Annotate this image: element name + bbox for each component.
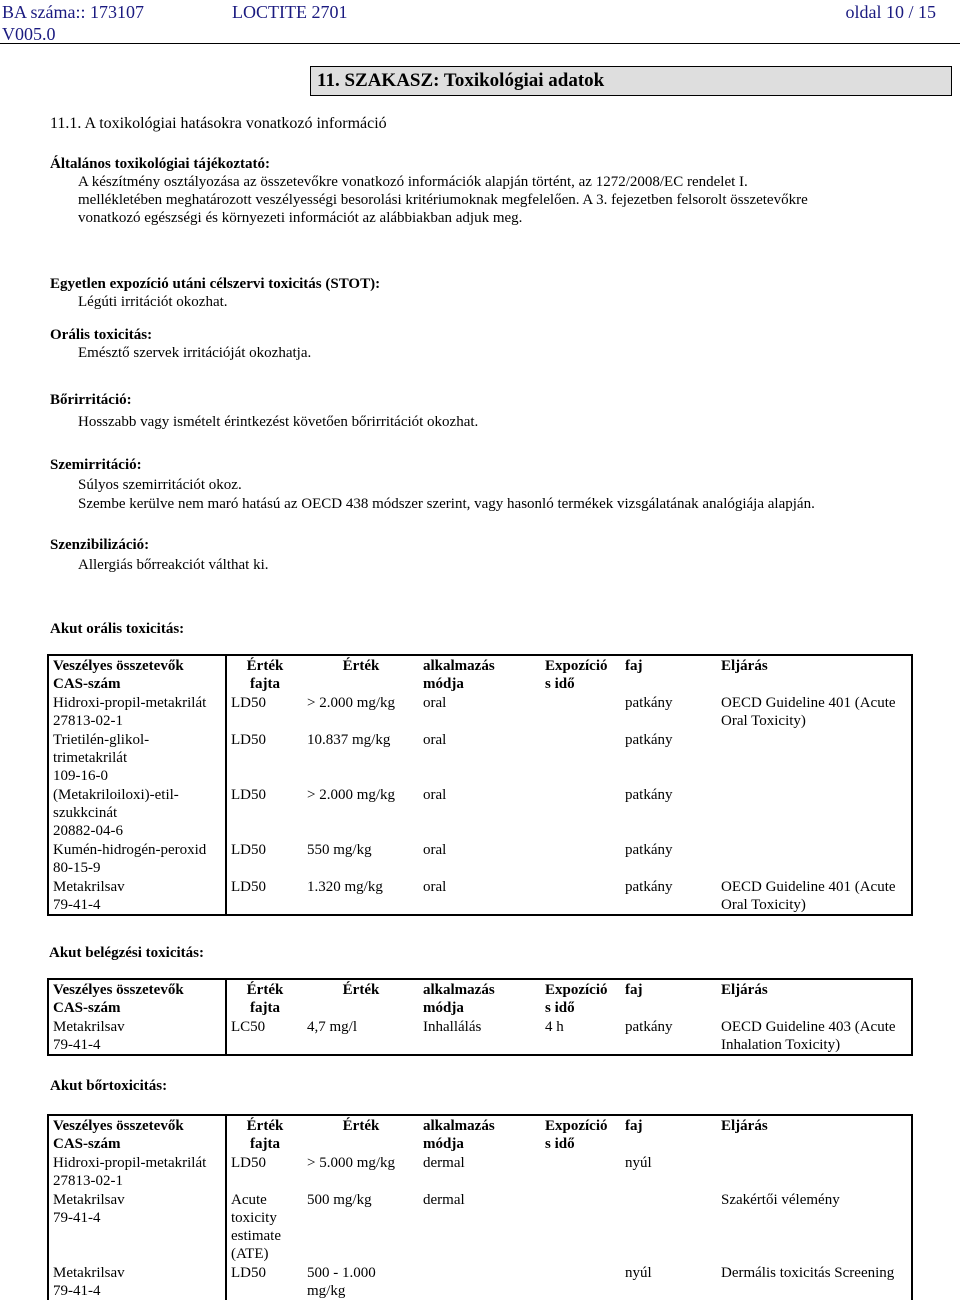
row-exposure xyxy=(541,840,621,877)
row-type-3: estimate xyxy=(231,1228,281,1244)
table-row xyxy=(48,730,912,785)
hdr-route-2: módja xyxy=(423,1000,464,1016)
acute-inhal-table xyxy=(47,978,913,1056)
hdr-exposure-2: s idő xyxy=(545,676,575,692)
hdr-method: Eljárás xyxy=(721,1118,768,1134)
row-route: oral xyxy=(423,787,447,803)
oral-text: Emésztő szervek irritációját okozhatja. xyxy=(78,345,312,361)
stot-heading: Egyetlen expozíció utáni célszervi toxicitás (STOT): xyxy=(50,276,381,292)
row-route: oral xyxy=(423,879,447,895)
row-method-2: Inhalation Toxicity) xyxy=(721,1037,841,1053)
row-exposure xyxy=(541,730,621,785)
skin-block xyxy=(50,391,478,431)
row-type: LC50 xyxy=(226,1017,303,1055)
page-number: oldal 10 / 15 xyxy=(845,2,936,22)
header-rule xyxy=(0,43,960,44)
row-exposure xyxy=(541,693,621,730)
row-value: 10.837 mg/kg xyxy=(307,732,391,748)
row-name: Kumén-hidrogén-peroxid xyxy=(53,842,207,858)
row-name-2: trimetakrilát xyxy=(53,750,128,766)
general-block xyxy=(50,155,930,227)
row-value: 1.320 mg/kg xyxy=(307,879,383,895)
hdr-cas: CAS-szám xyxy=(53,676,121,692)
sens-text: Allergiás bőrreakciót válthat ki. xyxy=(78,557,269,573)
row-species: patkány xyxy=(625,695,673,711)
oral-block xyxy=(50,326,311,362)
skin-heading: Bőrirritáció: xyxy=(50,392,132,408)
hdr-value-type-2: fajta xyxy=(250,1000,280,1016)
row-type: LD50 xyxy=(226,1153,303,1190)
row-exposure xyxy=(541,877,621,915)
row-cas: 109-16-0 xyxy=(53,768,108,784)
table-row xyxy=(48,877,912,915)
table-row xyxy=(48,693,912,730)
hdr-cas: CAS-szám xyxy=(53,1000,121,1016)
stot-text: Légúti irritációt okozhat. xyxy=(78,294,228,310)
row-cas: 79-41-4 xyxy=(53,1210,101,1226)
row-species: patkány xyxy=(625,1019,673,1035)
acute-derm-table xyxy=(47,1114,913,1300)
row-type: LD50 xyxy=(226,1263,303,1300)
hdr-exposure-2: s idő xyxy=(545,1136,575,1152)
row-value-2: mg/kg xyxy=(307,1283,346,1299)
row-method-2: Oral Toxicity) xyxy=(721,713,806,729)
row-cas: 79-41-4 xyxy=(53,1037,101,1053)
table-row xyxy=(48,1263,912,1300)
row-type: LD50 xyxy=(226,730,303,785)
hdr-exposure-1: Expozíció xyxy=(545,1118,608,1134)
acute-oral-heading: Akut orális toxicitás: xyxy=(50,621,185,637)
row-name-2: szukkcinát xyxy=(53,805,118,821)
row-cas: 27813-02-1 xyxy=(53,713,123,729)
eye-text-1: Súlyos szemirritációt okoz. xyxy=(78,477,242,493)
row-route xyxy=(419,1263,541,1300)
hdr-value: Érték xyxy=(342,982,380,998)
hdr-value: Érték xyxy=(342,658,380,674)
row-cas: 20882-04-6 xyxy=(53,823,123,839)
row-route: dermal xyxy=(423,1155,465,1171)
row-name: Metakrilsav xyxy=(53,1265,125,1281)
general-line-1: A készítmény osztályozása az összetevőkre vonatkozó információk alapján történt, az 1272/2008/EC rendelet I. xyxy=(78,174,748,190)
table-row xyxy=(48,1153,912,1190)
row-route: oral xyxy=(423,732,447,748)
row-species: nyúl xyxy=(625,1155,652,1171)
row-value: 500 mg/kg xyxy=(307,1192,372,1208)
row-name: Trietilén-glikol- xyxy=(53,732,150,748)
row-type: LD50 xyxy=(226,877,303,915)
hdr-value-type-1: Érték xyxy=(246,658,284,674)
row-type: LD50 xyxy=(226,785,303,840)
row-value: 550 mg/kg xyxy=(307,842,372,858)
acute-oral-table xyxy=(47,654,913,916)
row-species: nyúl xyxy=(625,1265,652,1281)
hdr-cas: CAS-szám xyxy=(53,1136,121,1152)
table-row xyxy=(48,785,912,840)
row-species xyxy=(621,1190,717,1263)
row-value: > 5.000 mg/kg xyxy=(307,1155,396,1171)
section-title: 11. SZAKASZ: Toxikológiai adatok xyxy=(317,70,605,91)
row-value: > 2.000 mg/kg xyxy=(307,695,396,711)
hdr-route-1: alkalmazás xyxy=(423,982,495,998)
row-value: 4,7 mg/l xyxy=(307,1019,358,1035)
row-name: Hidroxi-propil-metakrilát xyxy=(53,695,207,711)
row-species: patkány xyxy=(625,879,673,895)
subsection-title: 11.1. A toxikológiai hatásokra vonatkozó információ xyxy=(50,115,387,132)
skin-text: Hosszabb vagy ismételt érintkezést követően bőrirritációt okozhat. xyxy=(78,414,479,430)
hdr-species: faj xyxy=(625,982,643,998)
row-cas: 27813-02-1 xyxy=(53,1173,123,1189)
sens-block xyxy=(50,536,269,574)
row-cas: 79-41-4 xyxy=(53,897,101,913)
row-type: LD50 xyxy=(226,693,303,730)
row-method: OECD Guideline 403 (Acute xyxy=(721,1019,896,1035)
sens-heading: Szenzibilizáció: xyxy=(50,537,150,553)
hdr-method: Eljárás xyxy=(721,982,768,998)
eye-block xyxy=(50,456,940,513)
hdr-exposure-1: Expozíció xyxy=(545,658,608,674)
row-name: Hidroxi-propil-metakrilát xyxy=(53,1155,207,1171)
row-exposure xyxy=(541,1263,621,1300)
row-value: 500 - 1.000 xyxy=(307,1265,376,1281)
eye-text-2: Szembe kerülve nem maró hatású az OECD 438 módszer szerint, vagy hasonló termékek vizsgálatának analógiája alapján. xyxy=(78,496,815,512)
row-method-2: Oral Toxicity) xyxy=(721,897,806,913)
oral-heading: Orális toxicitás: xyxy=(50,327,153,343)
table-header-row xyxy=(48,979,912,1017)
general-line-3: vonatkozó egészségi és környezeti információt az alábbiakban adjuk meg. xyxy=(78,210,523,226)
hdr-route-2: módja xyxy=(423,676,464,692)
hdr-route-2: módja xyxy=(423,1136,464,1152)
hdr-value-type-1: Érték xyxy=(246,982,284,998)
row-name: Metakrilsav xyxy=(53,1192,125,1208)
row-method: OECD Guideline 401 (Acute xyxy=(721,879,896,895)
stot-block xyxy=(50,275,380,311)
row-route: dermal xyxy=(423,1192,465,1208)
table-header-row xyxy=(48,1115,912,1153)
row-method: OECD Guideline 401 (Acute xyxy=(721,695,896,711)
version-label: V005.0 xyxy=(2,24,56,44)
hdr-exposure-2: s idő xyxy=(545,1000,575,1016)
hdr-ingredient: Veszélyes összetevők xyxy=(53,982,184,998)
row-species: patkány xyxy=(625,842,673,858)
hdr-exposure-1: Expozíció xyxy=(545,982,608,998)
hdr-route-1: alkalmazás xyxy=(423,1118,495,1134)
acute-derm-heading: Akut bőrtoxicitás: xyxy=(50,1078,168,1094)
row-species: patkány xyxy=(625,732,673,748)
row-exposure xyxy=(541,1190,621,1263)
row-exposure xyxy=(541,785,621,840)
table-row xyxy=(48,1190,912,1263)
row-method: Szakértői vélemény xyxy=(721,1192,840,1208)
row-type-2: toxicity xyxy=(231,1210,277,1226)
row-species: patkány xyxy=(625,787,673,803)
table-header-row xyxy=(48,655,912,693)
table-row xyxy=(48,840,912,877)
hdr-method: Eljárás xyxy=(721,658,768,674)
product-name: LOCTITE 2701 xyxy=(232,2,348,22)
row-type: LD50 xyxy=(226,840,303,877)
row-route: oral xyxy=(423,842,447,858)
hdr-ingredient: Veszélyes összetevők xyxy=(53,658,184,674)
section-title-box xyxy=(310,66,952,96)
hdr-route-1: alkalmazás xyxy=(423,658,495,674)
row-name: Metakrilsav xyxy=(53,1019,125,1035)
row-exposure: 4 h xyxy=(545,1019,564,1035)
hdr-species: faj xyxy=(625,1118,643,1134)
eye-heading: Szemirritáció: xyxy=(50,457,142,473)
row-name: Metakrilsav xyxy=(53,879,125,895)
table-row xyxy=(48,1017,912,1055)
hdr-ingredient: Veszélyes összetevők xyxy=(53,1118,184,1134)
invoice-label: BA száma:: 173107 xyxy=(2,2,144,22)
acute-inhal-heading: Akut belégzési toxicitás: xyxy=(49,945,204,961)
hdr-value-type-2: fajta xyxy=(250,1136,280,1152)
row-cas: 80-15-9 xyxy=(53,860,101,876)
hdr-value-type-2: fajta xyxy=(250,676,280,692)
row-route: oral xyxy=(423,695,447,711)
general-heading: Általános toxikológiai tájékoztató: xyxy=(50,156,270,172)
hdr-species: faj xyxy=(625,658,643,674)
row-route: Inhallálás xyxy=(423,1019,482,1035)
row-exposure xyxy=(541,1153,621,1190)
row-type: Acute xyxy=(231,1192,267,1208)
row-cas: 79-41-4 xyxy=(53,1283,101,1299)
row-value: > 2.000 mg/kg xyxy=(307,787,396,803)
page-header xyxy=(0,2,960,42)
hdr-value: Érték xyxy=(342,1118,380,1134)
row-type-4: (ATE) xyxy=(231,1246,269,1262)
hdr-value-type-1: Érték xyxy=(246,1118,284,1134)
general-line-2: mellékletében meghatározott veszélyességi besorolási kritériumoknak megfelelően. A 3. fejezetben felsorolt összetevőkre xyxy=(78,192,808,208)
row-name: (Metakriloiloxi)-etil- xyxy=(53,787,179,803)
row-method: Dermális toxicitás Screening xyxy=(721,1265,895,1281)
